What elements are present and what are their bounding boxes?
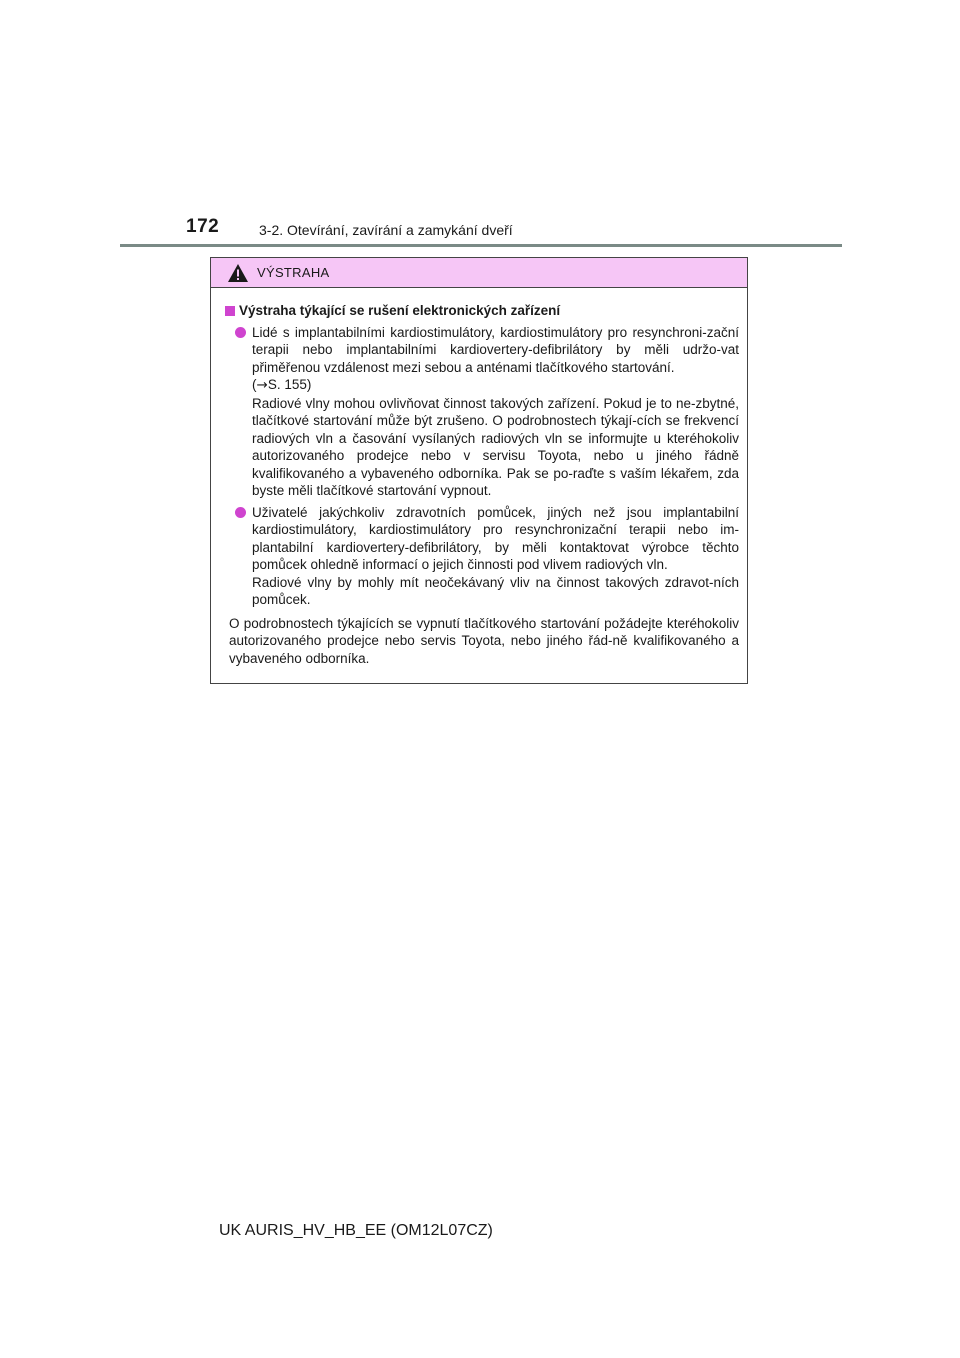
round-bullet-icon (235, 327, 246, 338)
warning-header (211, 258, 747, 288)
bullet-text (252, 504, 739, 609)
bullet-item (235, 504, 739, 609)
warning-box (210, 257, 748, 684)
bullet-text (252, 324, 739, 500)
page-number: 172 (186, 216, 220, 237)
closing-paragraph: O podrobnostech týkajících se vypnutí tlačítkového startování požádejte kteréhokoliv autorizovaného prodejce nebo servis Toyota, nebo jiného řád-ně kvalifikovaného a vybaveného odborníka. (229, 615, 739, 666)
footer-code: UK AURIS_HV_HB_EE (OM12L07CZ) (219, 1222, 493, 1239)
square-bullet-icon (225, 306, 235, 316)
arrow-right-icon: → (256, 377, 268, 393)
warning-triangle-icon (227, 263, 249, 283)
bullet-paragraph: Uživatelé jakýchkoliv zdravotních pomůcek, jiných než jsou implantabilní kardiostimulátory, kardiostimulátory pro resynchronizační terapii nebo im-plantabilní kardiovertery-defibrilátory, by měli kontaktovat výrobce těchto pomůcek ohledně informací o jejich činnosti pod vlivem radiových vln. (252, 504, 739, 572)
warning-body (211, 288, 747, 667)
section-title: 3-2. Otevírání, zavírání a zamykání dveří (259, 222, 513, 238)
subheading-text: Výstraha týkající se rušení elektronických zařízení (239, 303, 561, 318)
bullet-paragraph-text: Lidé s implantabilními kardiostimulátory, kardiostimulátory pro resynchroni-zační terapii nebo implantabilními kardiovertery-defibrilátory by měli udržo-vat přiměřenou vzdálenost mezi sebou a anténami tlačítkového startování. (252, 324, 739, 375)
warning-title: VÝSTRAHA (257, 265, 330, 280)
header-rule (120, 244, 842, 247)
page-ref-open: ( (252, 377, 257, 392)
bullet-item (235, 324, 739, 500)
bullet-paragraph (252, 324, 739, 395)
bullet-paragraph: Radiové vlny by mohly mít neočekávaný vliv na činnost takových zdravot-ních pomůcek. (252, 574, 739, 607)
round-bullet-icon (235, 507, 246, 518)
page-ref-link[interactable]: S. 155) (267, 377, 312, 392)
warning-subheading (225, 302, 739, 320)
bullet-paragraph: Radiové vlny mohou ovlivňovat činnost takových zařízení. Pokud je to ne-zbytné, tlačítkové startování může být zrušeno. O podrobnostech týkají-cích se frekvencí radiových vln a časování vysílaných radiových vln se informujte u kteréhokoliv autorizovaného prodejce nebo v servisu Toyota, nebo u jiného řádně kvalifikovaného a vybaveného odborníka. Pak se po-raďte s vaším lékařem, zda byste měli tlačítkové startování vypnout. (252, 395, 739, 498)
